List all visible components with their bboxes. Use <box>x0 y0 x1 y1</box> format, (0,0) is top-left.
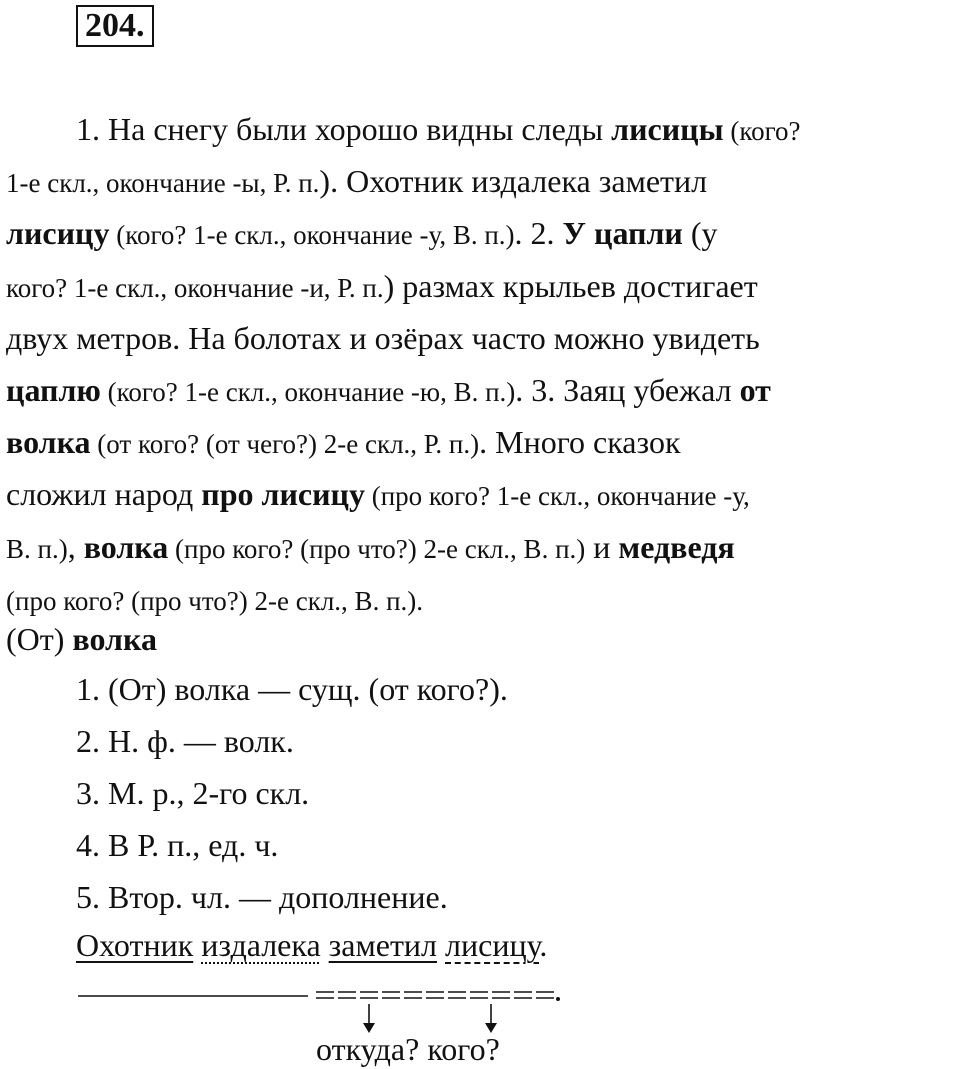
bold-word: У цапли <box>562 215 683 252</box>
text-segment: (кого? 1-е скл., окончание -ю, В. п.) <box>100 376 516 407</box>
exercise-number: 204. <box>76 5 154 47</box>
text-segment: (про кого? (про что?) 2-е скл., В. п.) <box>168 533 586 564</box>
text-line <box>6 260 956 312</box>
scheme-end-dot <box>556 997 560 1001</box>
text-segment: В. п.) <box>6 533 68 564</box>
parsing-heading-word: волка <box>72 621 157 657</box>
scheme-questions: откуда? кого? <box>316 1031 500 1067</box>
parsing-item: 3. М. р., 2-го скл. <box>76 775 310 811</box>
text-segment: сложил народ <box>6 476 202 513</box>
text-segment: , <box>67 528 84 565</box>
text-line <box>6 103 956 155</box>
text-segment: (от кого? (от чего?) 2-е скл., Р. п.) <box>90 429 480 460</box>
parsing-list <box>76 663 508 923</box>
parsing-item: 4. В Р. п., ед. ч. <box>76 827 279 863</box>
text-line <box>6 416 956 468</box>
text-line <box>6 468 956 520</box>
text-line <box>6 155 956 207</box>
subject-word: Охотник <box>76 927 194 963</box>
answer-paragraph <box>6 103 956 625</box>
text-segment: (кого? 1-е скл., окончание -у, В. п.) <box>109 220 515 251</box>
bold-word: волка <box>6 424 91 461</box>
parsing-heading <box>6 613 157 665</box>
text-line <box>6 364 956 416</box>
parsing-item: 2. Н. ф. — волк. <box>76 723 294 759</box>
sentence-scheme <box>76 975 636 1069</box>
text-segment: (у <box>682 215 718 252</box>
text-segment: 1. На снегу были хорошо видны следы <box>76 111 612 147</box>
sentence-end: . <box>539 927 548 963</box>
text-segment: . Много сказок <box>479 424 681 461</box>
text-segment: кого? 1-е скл., окончание -и, Р. п. <box>6 272 384 303</box>
text-segment: двух метров. На болотах и озёрах часто можно увидеть <box>6 319 760 356</box>
bold-word: лисицы <box>611 111 724 147</box>
bold-word: цаплю <box>6 371 101 408</box>
text-segment: 1-е скл., окончание -ы, Р. п. <box>6 168 320 199</box>
text-segment: (про кого? (про что?) 2-е скл., В. п.). <box>6 585 424 616</box>
text-line <box>6 207 956 259</box>
object-word: лисицу <box>445 927 540 963</box>
text-segment: (кого? <box>723 116 801 146</box>
bold-word: лисицу <box>6 215 110 252</box>
text-line <box>6 312 956 364</box>
text-segment: ). Охотник издалека заметил <box>319 163 708 200</box>
parsing-heading-prefix: (От) <box>6 621 73 657</box>
parsing-item: 1. (От) волка — сущ. (от кого?). <box>76 671 508 707</box>
adverbial-word: издалека <box>201 927 321 963</box>
predicate-word: заметил <box>328 927 438 963</box>
scheme-graphic <box>76 975 636 1035</box>
text-segment: . 3. Заяц убежал <box>515 371 740 408</box>
text-line <box>6 521 956 573</box>
parsed-sentence <box>76 925 547 965</box>
bold-word: от <box>739 371 771 408</box>
parsing-item: 5. Втор. чл. — дополнение. <box>76 879 448 915</box>
bold-word: медведя <box>618 528 735 565</box>
text-segment: . 2. <box>514 215 563 252</box>
text-segment: и <box>585 528 619 565</box>
text-segment: (про кого? 1-е скл., окончание -у, <box>364 481 750 512</box>
bold-word: волка <box>83 528 169 565</box>
bold-word: про лисицу <box>201 476 365 513</box>
text-segment: ) размах крыльев достигает <box>383 267 758 304</box>
